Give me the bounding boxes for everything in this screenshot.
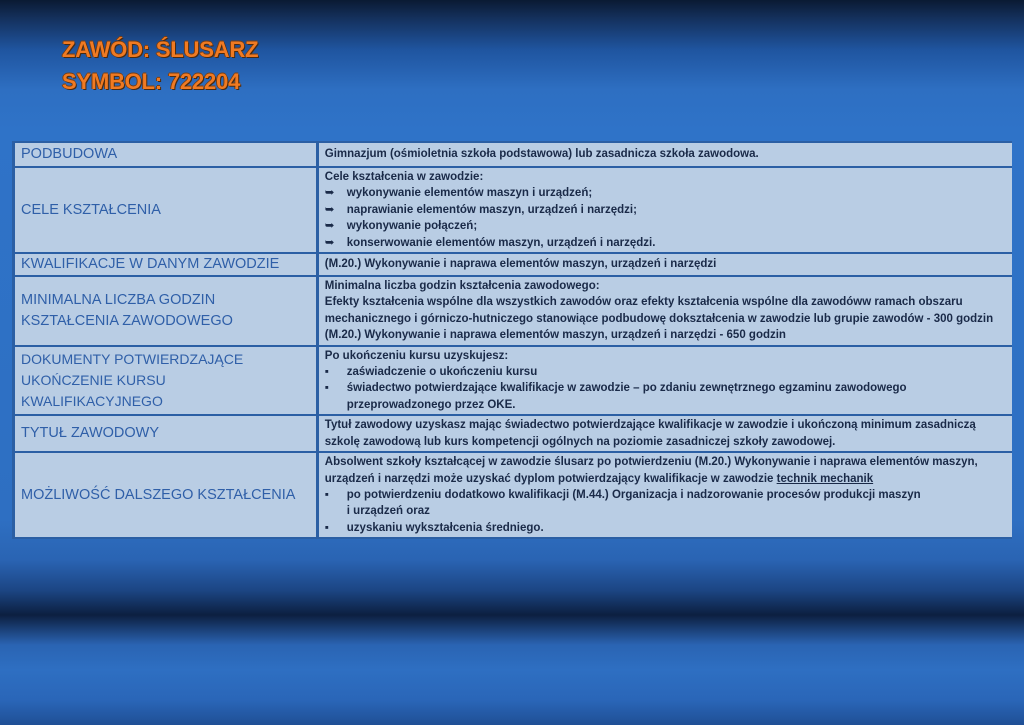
row-label: MOŻLIWOŚĆ DALSZEGO KSZTAŁCENIA [12, 453, 316, 537]
title-symbol: SYMBOL: 722204 [62, 69, 241, 94]
table-row [12, 143, 1012, 166]
list-item: ➥ wykonywanie połączeń; [325, 218, 1006, 234]
square-bullet-icon: ▪ [324, 521, 329, 534]
table-row [12, 416, 1012, 451]
table-row [12, 277, 1012, 345]
arrow-bullet-icon: ➥ [324, 203, 335, 216]
row-label: CELE KSZTAŁCENIA [12, 168, 316, 252]
table-row [12, 453, 1012, 537]
occupation-info-table [12, 141, 1012, 539]
row-content: Minimalna liczba godzin kształcenia zawodowego: Efekty kształcenia wspólne dla wszystkich zawodów oraz efekty kształcenia wspólne dla zawodóww ramach obszaru mechanicznego i górniczo-hutniczego stanowiące podbudowę dokształcenia w zawodzie lub grupie zawodów - 300 godzin (M.20.) Wykonywanie i naprawa elementów maszyn, urządzeń i narzędzi - 650 godzin [316, 277, 1012, 345]
title-occupation: ZAWÓD: ŚLUSARZ [62, 37, 259, 62]
table-row [12, 168, 1012, 252]
row-label: PODBUDOWA [12, 143, 316, 166]
square-bullet-icon: ▪ [324, 382, 329, 395]
technik-mechanik-link[interactable]: technik mechanik [776, 472, 874, 485]
row-content: Gimnazjum (ośmioletnia szkoła podstawowa) lub zasadnicza szkoła zawodowa. [316, 143, 1012, 166]
row-label: KWALIFIKACJE W DANYM ZAWODZIE [12, 254, 316, 275]
row-content: Tytuł zawodowy uzyskasz mając świadectwo potwierdzające kwalifikacje w zawodzie i ukończoną minimum zasadniczą szkolę zawodową lub kurs kompetencji ogólnych na poziomie zasadniczej szkoły zawodowej. [316, 416, 1012, 451]
arrow-bullet-icon: ➥ [324, 220, 335, 233]
table-row [12, 347, 1012, 415]
list-item: ▪ świadectwo potwierdzające kwalifikacje w zawodzie – po zdaniu zewnętrznego egzaminu zawodowego przeprowadzonego przez OKE. [325, 380, 1006, 413]
list-item: ▪ zaświadczenie o ukończeniu kursu [325, 364, 1006, 380]
page-title [62, 34, 258, 98]
row-label: TYTUŁ ZAWODOWY [12, 416, 316, 451]
content-intro: Po ukończeniu kursu uzyskujesz: [324, 349, 509, 362]
square-bullet-icon: ▪ [324, 366, 329, 379]
content-intro: Cele kształcenia w zawodzie: [324, 171, 484, 183]
list-item: ▪ uzyskaniu wykształcenia średniego. [325, 520, 1006, 536]
row-content: (M.20.) Wykonywanie i naprawa elementów maszyn, urządzeń i narzędzi [316, 254, 1012, 275]
row-content: Absolwent szkoły kształcącej w zawodzie ślusarz po potwierdzeniu (M.20.) Wykonywanie i naprawa elementów maszyn, urządzeń i narzędzi może uzyskać dyplom potwierdzający kwalifikacje w zawodzie technik mechanik ▪ po potwierdzeniu dodatkowo kwalifikacji (M.44.) Organizacja i nadzorowanie procesów produkcji maszyn i urządzeń oraz ▪ uzyskaniu wykształcenia średniego. [316, 453, 1012, 537]
list-item: ➥ wykonywanie elementów maszyn i urządzeń; [325, 185, 1006, 201]
list-item: ▪ po potwierdzeniu dodatkowo kwalifikacji (M.44.) Organizacja i nadzorowanie procesów produkcji maszyn i urządzeń oraz [325, 487, 1006, 520]
table-row [12, 254, 1012, 275]
list-item: ➥ naprawianie elementów maszyn, urządzeń i narzędzi; [325, 202, 1006, 218]
row-label: MINIMALNA LICZBA GODZIN KSZTAŁCENIA ZAWODOWEGO [12, 277, 316, 345]
row-label: DOKUMENTY POTWIERDZAJĄCE UKOŃCZENIE KURSU KWALIFIKACYJNEGO [12, 347, 316, 415]
arrow-bullet-icon: ➥ [324, 236, 335, 249]
square-bullet-icon: ▪ [324, 488, 329, 501]
list-item: ➥ konserwowanie elementów maszyn, urządzeń i narzędzi. [325, 235, 1006, 251]
arrow-bullet-icon: ➥ [324, 187, 335, 200]
row-content [316, 168, 1012, 252]
row-content [316, 347, 1012, 415]
